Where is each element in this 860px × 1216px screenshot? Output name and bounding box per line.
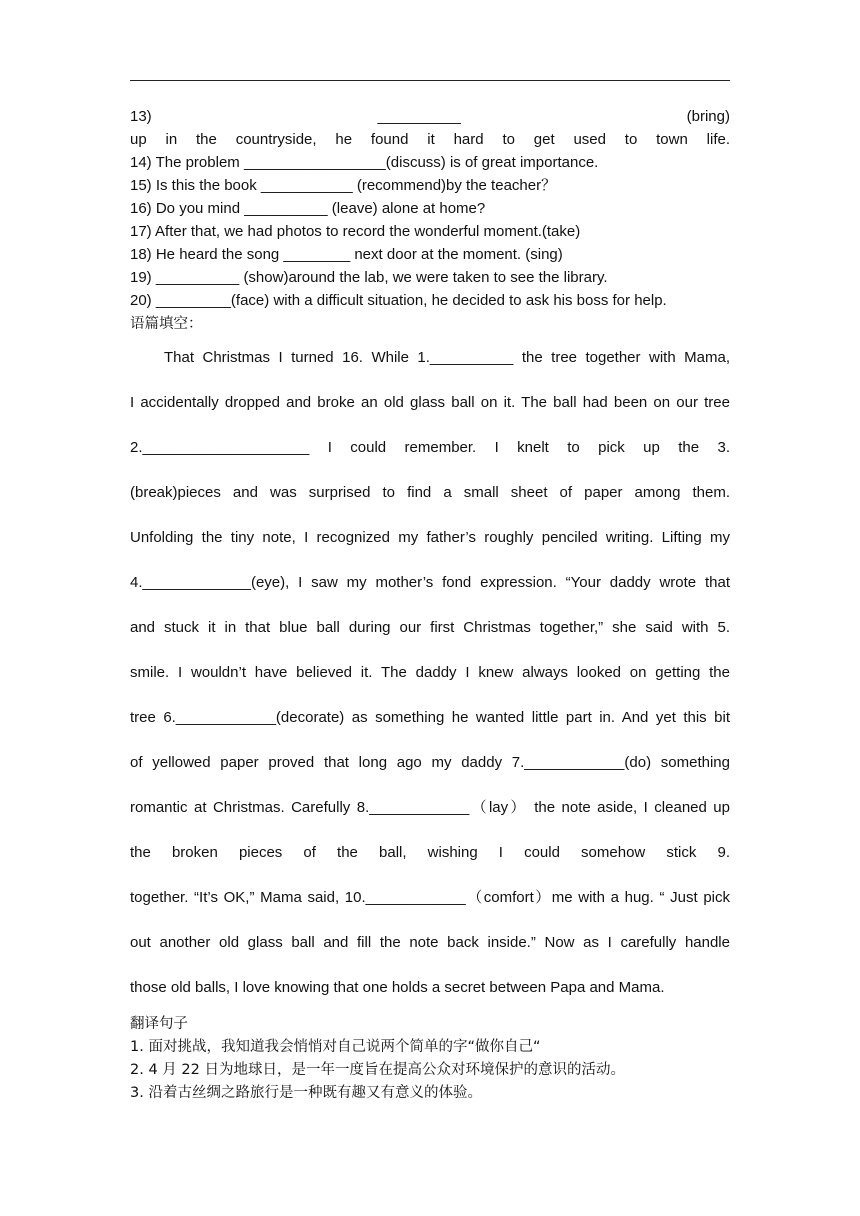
passage-line-10: of yellowed paper proved that long ago my daddy 7.____________(do) something (130, 754, 730, 771)
exercise-sentence-14: 14) The problem _________________(discuss) is of great importance. (130, 154, 599, 171)
passage-line-6: 4._____________(eye), I saw my mother’s fond expression. “Your daddy wrote that (130, 574, 730, 591)
passage-line-8: smile. I wouldn’t have believed it. The daddy I knew always looked on getting the (130, 664, 730, 681)
passage-line-4: (break)pieces and was surprised to find a small sheet of paper among them. (130, 484, 730, 501)
exercise-sentence-13: 13) __________ (bring) (130, 108, 730, 125)
passage-line-3: 2.____________________ I could remember. I knelt to pick up the 3. (130, 439, 730, 456)
translation-sentence-1: 1. 面对挑战，我知道我会悄悄对自己说两个简单的字“做你自己“ (130, 1039, 541, 1055)
exercise-sentence-18: 18) He heard the song ________ next door at the moment. (sing) (130, 246, 563, 263)
exercise-sentence-16: 16) Do you mind __________ (leave) alone at home? (130, 200, 486, 217)
exercise-sentence-19: 19) __________ (show)around the lab, we were taken to see the library. (130, 269, 608, 286)
passage-line-5: Unfolding the tiny note, I recognized my father’s roughly penciled writing. Lifting my (130, 529, 730, 546)
exercise-sentence-15: 15) Is this the book ___________ (recommend)by the teacher？ (130, 177, 557, 194)
translation-sentence-2: 2. 4 月 22 日为地球日，是一年一度旨在提高公众对环境保护的意识的活动。 (130, 1062, 625, 1078)
passage-line-11: romantic at Christmas. Carefully 8.____________（lay） the note aside, I cleaned up (130, 799, 730, 816)
passage-line-15: those old balls, I love knowing that one holds a secret between Papa and Mama. (130, 979, 665, 996)
passage-line-9: tree 6.____________(decorate) as something he wanted little part in. And yet this bit (130, 709, 730, 726)
translation-sentence-3: 3. 沿着古丝绸之路旅行是一种既有趣又有意义的体验。 (130, 1085, 482, 1101)
passage-line-2: I accidentally dropped and broke an old glass ball on it. The ball had been on our tree (130, 394, 730, 411)
passage-line-13: together. “It’s OK,” Mama said, 10.____________（comfort）me with a hug. “ Just pick (130, 889, 730, 906)
header-rule (130, 80, 730, 81)
translation-heading: 翻译句子 (130, 1016, 188, 1032)
passage-line-7: and stuck it in that blue ball during our first Christmas together,” she said with 5. (130, 619, 730, 636)
passage-line-14: out another old glass ball and fill the note back inside.” Now as I carefully handle (130, 934, 730, 951)
exercise-sentence-17: 17) After that, we had photos to record the wonderful moment.(take) (130, 223, 581, 240)
exercise-sentence-13-cont: up in the countryside, he found it hard to get used to town life. (130, 131, 730, 148)
passage-line-1: That Christmas I turned 16. While 1.__________ the tree together with Mama, (164, 349, 730, 366)
passage-heading: 语篇填空： (130, 316, 203, 332)
exercise-sentence-20: 20) _________(face) with a difficult situation, he decided to ask his boss for help. (130, 292, 667, 309)
passage-line-12: the broken pieces of the ball, wishing I could somehow stick 9. (130, 844, 730, 861)
